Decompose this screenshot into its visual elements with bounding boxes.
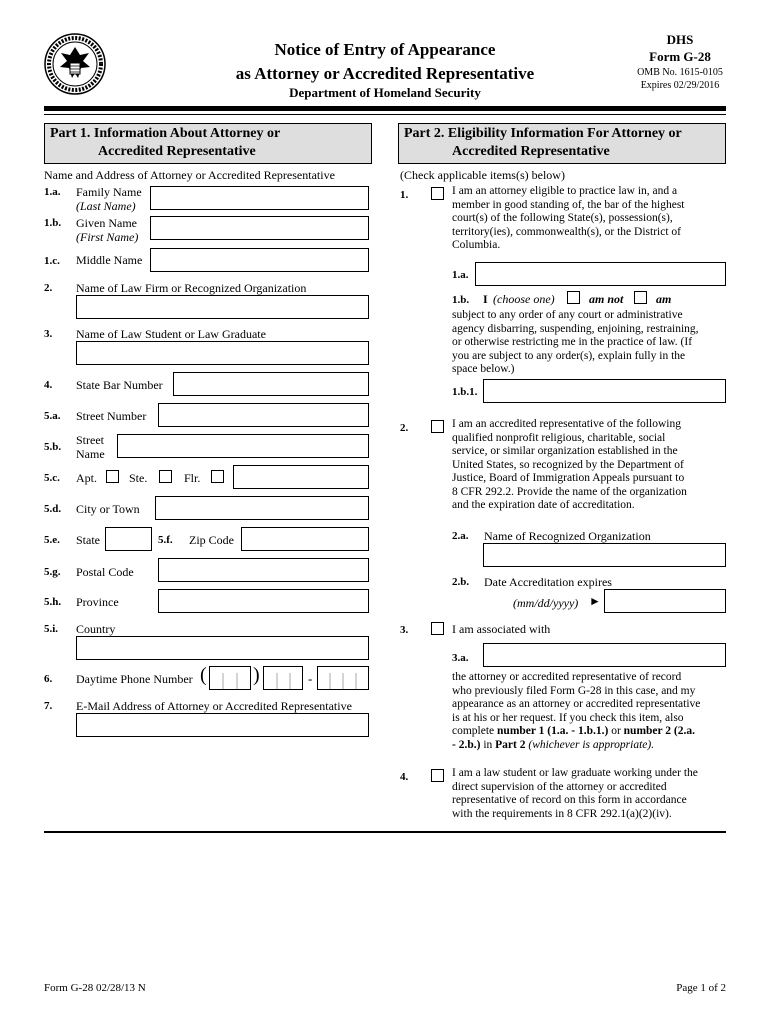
part2-subtitle: (Check applicable items(s) below) (400, 168, 565, 182)
ste-checkbox[interactable] (159, 470, 172, 483)
item1b-text: subject to any order of any court or administrative agency disbarring, suspending, enjoining, restraining, or otherwise restricting me in the practice of law. (If you are subject to any order(s), explain fully in the space below.) (452, 309, 699, 375)
street-name-label-1: Street (76, 433, 104, 447)
agency-label: DHS (666, 32, 694, 47)
omb-number: OMB No. 1615-0105 (637, 67, 723, 78)
city-input[interactable] (155, 496, 369, 520)
country-input[interactable] (76, 636, 369, 660)
accreditation-expires-input[interactable] (604, 589, 726, 613)
form-title-line1: Notice of Entry of Appearance (274, 40, 496, 59)
item2b-number: 2.b. (452, 576, 470, 588)
bottom-divider (44, 831, 726, 833)
flr-label: Flr. (184, 471, 201, 485)
part2-title-line2: Accredited Representative (452, 144, 610, 159)
item1b-number: 1.b. (452, 294, 470, 306)
phone-prefix-input[interactable] (263, 666, 303, 690)
phone-paren-open: ( (200, 664, 207, 686)
footer-form-id: Form G-28 02/28/13 N (44, 982, 146, 994)
phone-line-input[interactable] (317, 666, 369, 690)
given-name-input[interactable] (150, 216, 369, 240)
field-6-number: 6. (44, 673, 53, 685)
city-label: City or Town (76, 502, 140, 516)
field-5g-number: 5.g. (44, 566, 61, 578)
email-input[interactable] (76, 713, 369, 737)
field-5i-number: 5.i. (44, 623, 59, 635)
field-5d-number: 5.d. (44, 503, 62, 515)
item2a-label: Name of Recognized Organization (484, 529, 651, 543)
phone-paren-close: ) (253, 664, 260, 686)
item2-text: I am an accredited representative of the following qualified nonprofit religious, charitable, social service, or similar organization established in the United States, so recognized by the Department of Justice, Board of Immigration Appeals pursuant to 8 CFR 292.2. Provide the name of the organization and the expiration date of accreditation. (452, 418, 687, 511)
street-name-label-2: Name (76, 447, 105, 461)
item1b1-number: 1.b.1. (452, 386, 478, 398)
field-1c-number: 1.c. (44, 255, 60, 267)
middle-name-label: Middle Name (76, 253, 143, 267)
family-name-input[interactable] (150, 186, 369, 210)
province-input[interactable] (158, 589, 369, 613)
field-1b-number: 1.b. (44, 217, 62, 229)
street-number-label: Street Number (76, 409, 147, 423)
state-label: State (76, 533, 100, 547)
apt-checkbox[interactable] (106, 470, 119, 483)
phone-label: Daytime Phone Number (76, 672, 193, 686)
dhs-seal-logo (44, 33, 106, 95)
am-not-label: am not (589, 292, 624, 306)
state-bar-input[interactable] (173, 372, 369, 396)
country-label: Country (76, 622, 116, 636)
header-divider-thin (44, 114, 726, 115)
field-2-number: 2. (44, 282, 53, 294)
part2-header (398, 123, 726, 164)
street-name-input[interactable] (117, 434, 369, 458)
am-not-checkbox[interactable] (567, 291, 580, 304)
flr-checkbox[interactable] (211, 470, 224, 483)
item3-checkbox[interactable] (431, 622, 444, 635)
law-firm-label: Name of Law Firm or Recognized Organization (76, 281, 307, 295)
am-label: am (656, 292, 672, 306)
item4-text: I am a law student or law graduate working under the direct supervision of the attorney or accredited representative of record on this form in accordance with the requirements in 8 CFR 292.1(a)(2)(iv). (452, 767, 698, 820)
given-name-sublabel: (First Name) (76, 230, 139, 244)
field-5a-number: 5.a. (44, 410, 61, 422)
field-7-number: 7. (44, 700, 53, 712)
item1a-number: 1.a. (452, 269, 469, 281)
apt-label: Apt. (76, 471, 97, 485)
associated-with-input[interactable] (483, 643, 726, 667)
phone-dash: - (308, 671, 313, 686)
field-1a-number: 1.a. (44, 186, 61, 198)
postal-code-label: Postal Code (76, 565, 134, 579)
form-number: Form G-28 (649, 49, 711, 64)
item4-number: 4. (400, 771, 409, 783)
item1a-jurisdiction-input[interactable] (475, 262, 726, 286)
part1-title-line1: Part 1. Information About Attorney or (50, 126, 281, 141)
field-5e-number: 5.e. (44, 534, 60, 546)
header-divider-thick (44, 106, 726, 111)
family-name-label: Family Name (76, 185, 142, 199)
expiration-date: Expires 02/29/2016 (640, 80, 720, 91)
item1-checkbox[interactable] (431, 187, 444, 200)
field-5c-number: 5.c. (44, 472, 60, 484)
ste-label: Ste. (129, 471, 148, 485)
item1b-choose-one: (choose one) (493, 292, 555, 306)
province-label: Province (76, 595, 119, 609)
field-5f-number: 5.f. (158, 534, 173, 546)
state-bar-label: State Bar Number (76, 378, 163, 392)
zip-code-input[interactable] (241, 527, 369, 551)
state-input[interactable] (105, 527, 152, 551)
am-checkbox[interactable] (634, 291, 647, 304)
part1-subtitle: Name and Address of Attorney or Accredited Representative (44, 168, 335, 182)
law-student-input[interactable] (76, 341, 369, 365)
part1-header (44, 123, 372, 164)
law-firm-input[interactable] (76, 295, 369, 319)
zip-code-label: Zip Code (189, 533, 234, 547)
field-4-number: 4. (44, 379, 53, 391)
email-label: E-Mail Address of Attorney or Accredited Representative (76, 699, 352, 713)
street-number-input[interactable] (158, 403, 369, 427)
item1-text: I am an attorney eligible to practice law in, and a member in good standing of, the bar of the highest court(s) of the following State(s), possession(s), territory(ies), commonwealth(s), or the District of Columbia. (452, 185, 685, 251)
item1b-i: I (483, 292, 488, 306)
part2-title-line1: Part 2. Eligibility Information For Attorney or (404, 126, 682, 141)
item1-number: 1. (400, 189, 409, 201)
recognized-organization-input[interactable] (483, 543, 726, 567)
field-5b-number: 5.b. (44, 441, 62, 453)
department-name: Department of Homeland Security (289, 85, 481, 100)
item2a-number: 2.a. (452, 530, 469, 542)
item3-text: the attorney or accredited representative of record who previously filed Form G-28 in this case, and my appearance as an attorney or accredited representative is at his or her request. If you check this item, also complete number 1 (1.a. - 1.b.1.) or number 2 (2.a. - 2.b.) in Part 2 (whichever is appropriate). (452, 671, 701, 751)
family-name-sublabel: (Last Name) (76, 199, 136, 213)
phone-area-code-input[interactable] (209, 666, 251, 690)
part1-title-line2: Accredited Representative (98, 144, 256, 159)
item1b1-explanation-input[interactable] (483, 379, 726, 403)
date-format-hint: (mm/dd/yyyy) (513, 596, 579, 610)
item3-number: 3. (400, 624, 409, 636)
item3-label: I am associated with (452, 622, 551, 636)
item4-checkbox[interactable] (431, 769, 444, 782)
postal-code-input[interactable] (158, 558, 369, 582)
field-3-number: 3. (44, 328, 53, 340)
apt-ste-flr-number-input[interactable] (233, 465, 369, 489)
field-5h-number: 5.h. (44, 596, 62, 608)
middle-name-input[interactable] (150, 248, 369, 272)
item2-checkbox[interactable] (431, 420, 444, 433)
item3a-number: 3.a. (452, 652, 469, 664)
law-student-label: Name of Law Student or Law Graduate (76, 327, 266, 341)
given-name-label: Given Name (76, 216, 137, 230)
footer-page-number: Page 1 of 2 (676, 982, 726, 994)
item2-number: 2. (400, 422, 409, 434)
form-title-line2: as Attorney or Accredited Representative (235, 64, 535, 83)
arrow-right-icon: ► (589, 594, 601, 608)
item2b-label: Date Accreditation expires (484, 575, 612, 589)
